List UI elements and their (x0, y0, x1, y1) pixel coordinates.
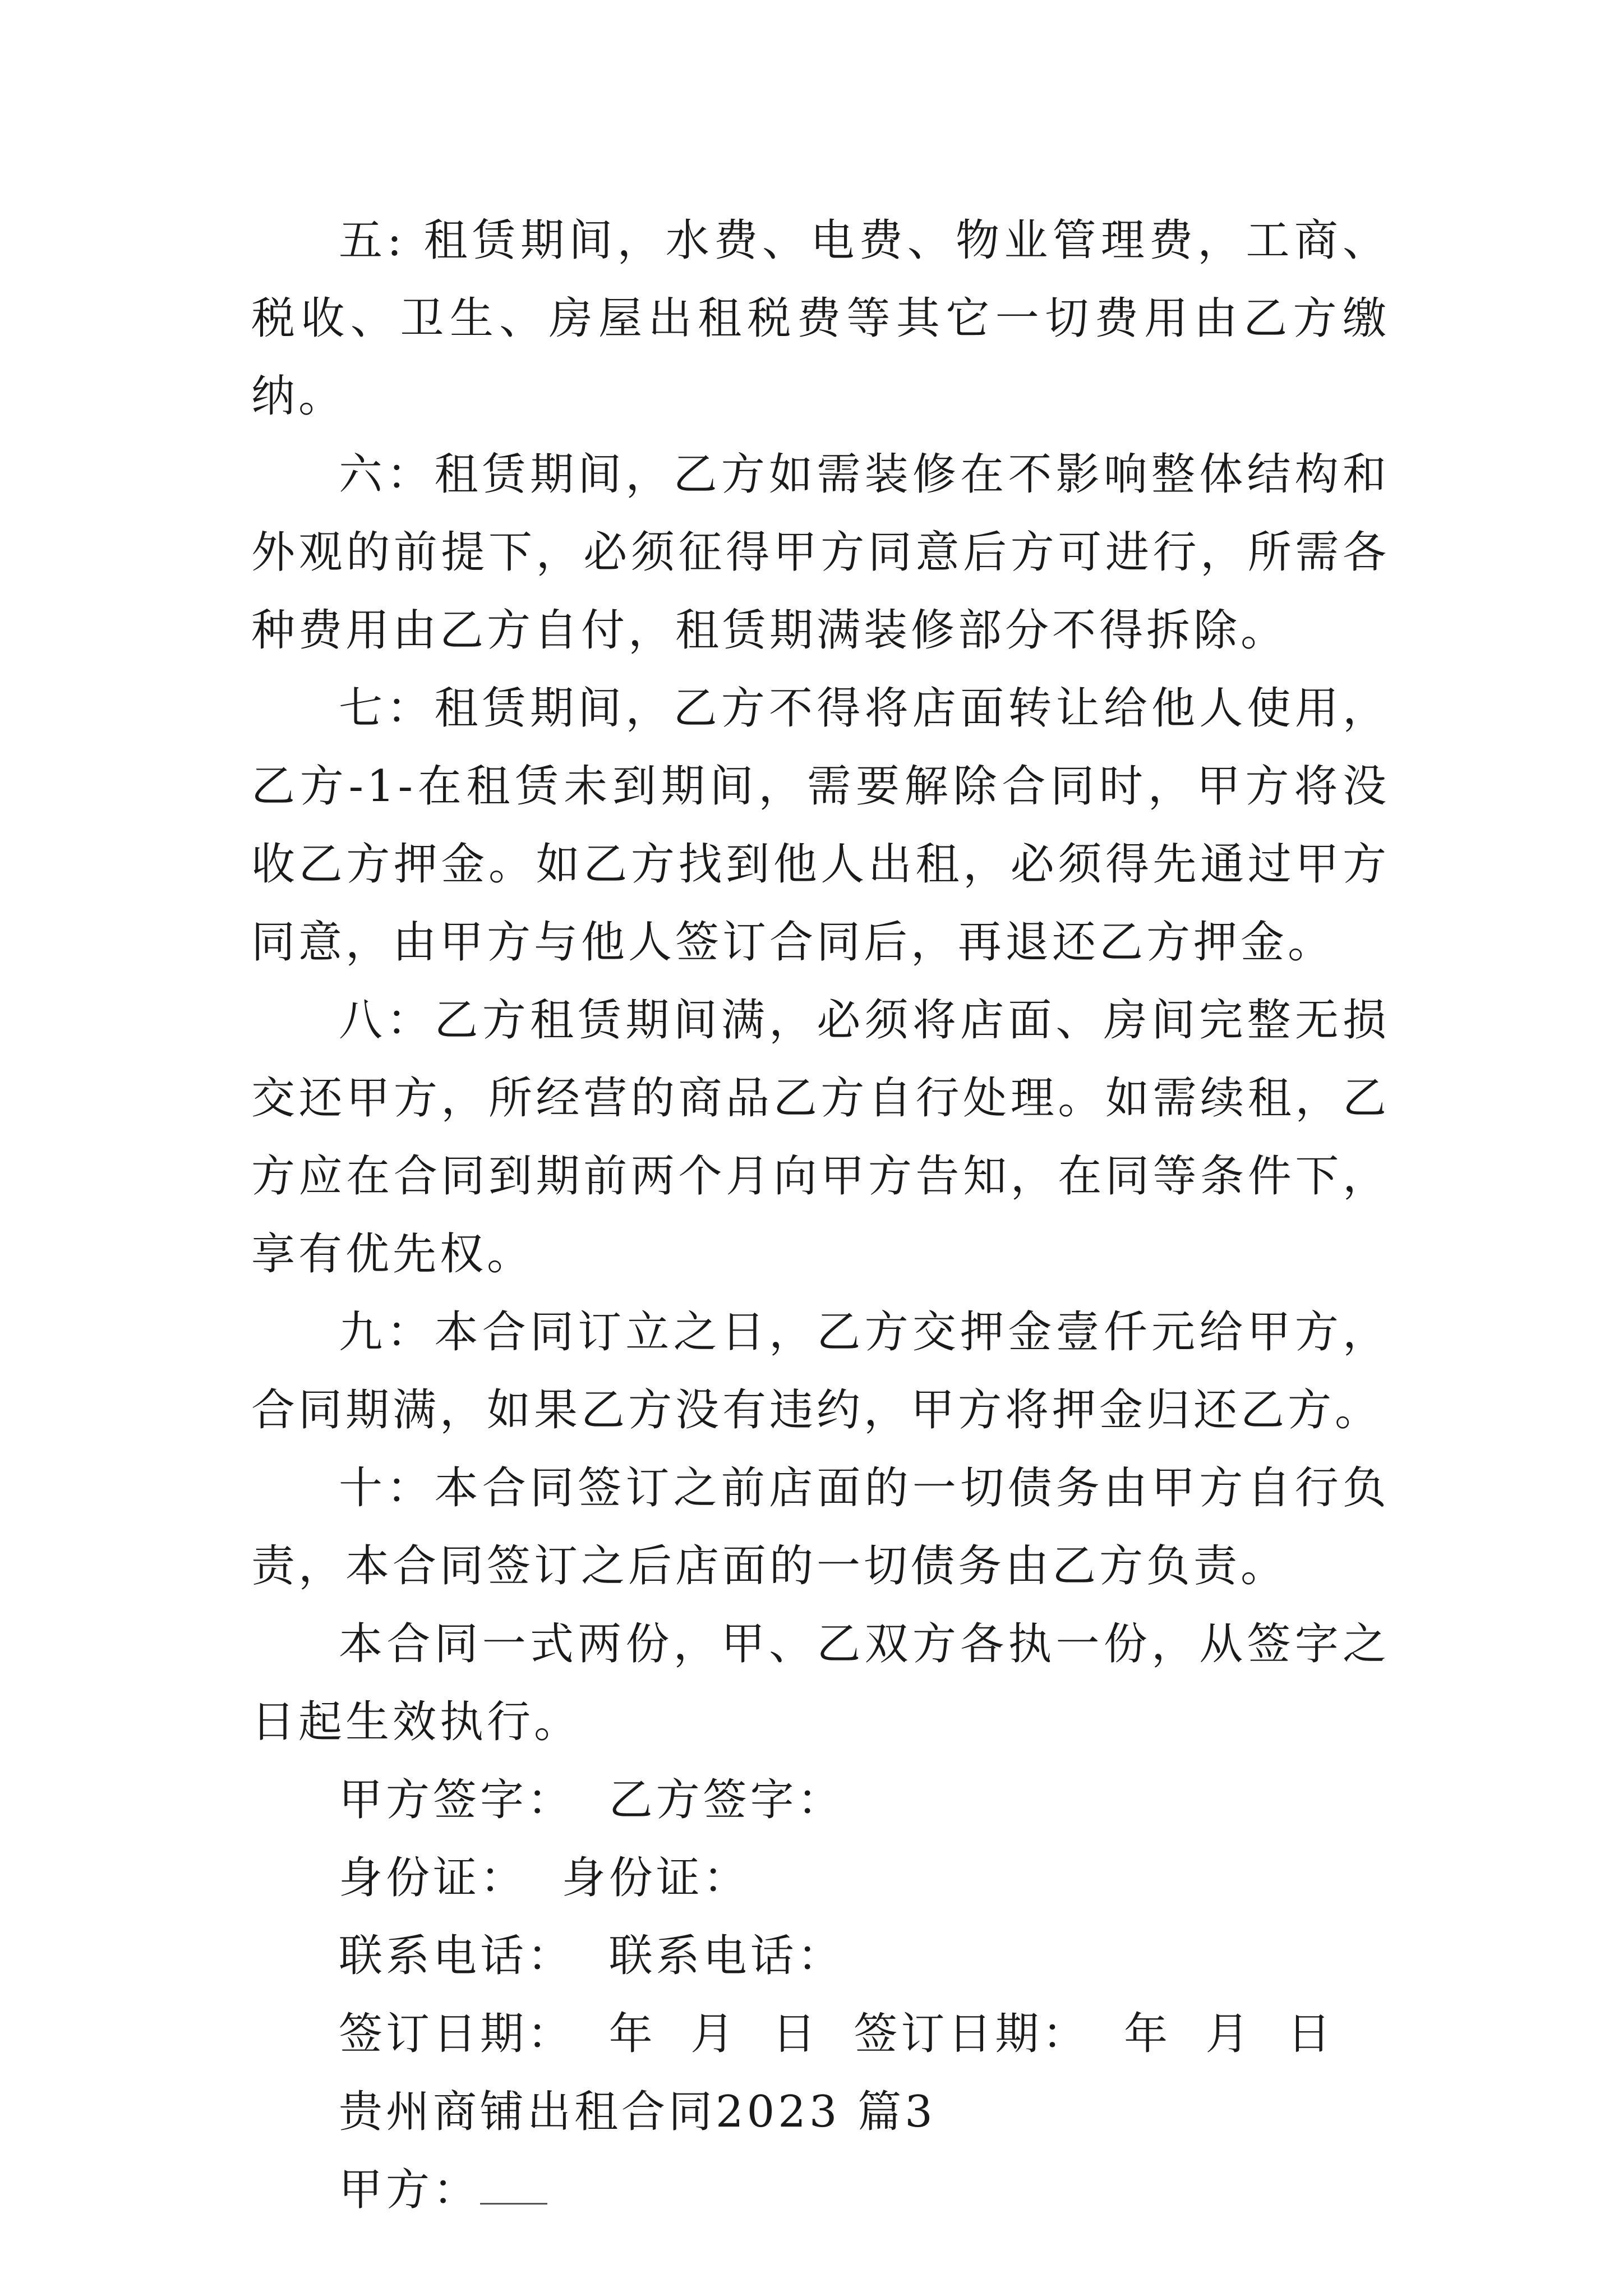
next-contract-title: 贵州商铺出租合同2023 篇3 (339, 2087, 936, 2137)
party-a-blank (480, 2164, 547, 2205)
clause-7: 七：租赁期间，乙方不得将店面转让给他人使用，乙方-1-在租赁未到期间，需要解除合同时，甲方将没收乙方押金。如乙方找到他人出租，必须得先通过甲方同意，由甲方与他人签订合同后，再退还乙方押金。 (251, 683, 1390, 968)
effectiveness-clause: 本合同一式两份，甲、乙双方各执一份，从签字之日起生效执行。 (251, 1619, 1390, 1747)
party-a-label: 甲方： (339, 2165, 481, 2215)
sign-date-line: 签订日期： 年 月 日 签订日期： 年 月 日 (339, 2009, 1335, 2059)
clause-5: 五: 租赁期间，水费、电费、物业管理费，工商、税收、卫生、房屋出租税费等其它一切费用由乙方缴纳。 (251, 215, 1390, 422)
party-a-line (251, 2151, 1390, 2229)
clause-8: 八：乙方租赁期间满，必须将店面、房间完整无损交还甲方，所经营的商品乙方自行处理。如需续租，乙方应在合同到期前两个月向甲方告知，在同等条件下，享有优先权。 (251, 995, 1390, 1280)
clause-9: 九：本合同订立之日，乙方交押金壹仟元给甲方，合同期满，如果乙方没有违约，甲方将押金归还乙方。 (251, 1307, 1390, 1435)
id-card-line: 身份证： 身份证： (339, 1853, 750, 1903)
clause-6: 六：租赁期间，乙方如需装修在不影响整体结构和外观的前提下，必须征得甲方同意后方可进行，所需各种费用由乙方自付，租赁期满装修部分不得拆除。 (251, 449, 1390, 656)
document-body (251, 202, 1390, 2229)
phone-line: 联系电话： 联系电话： (339, 1931, 845, 1981)
signature-line: 甲方签字： 乙方签字： (339, 1775, 845, 1825)
clause-10: 十：本合同签订之前店面的一切债务由甲方自行负责，本合同签订之后店面的一切债务由乙方负责。 (251, 1463, 1390, 1591)
